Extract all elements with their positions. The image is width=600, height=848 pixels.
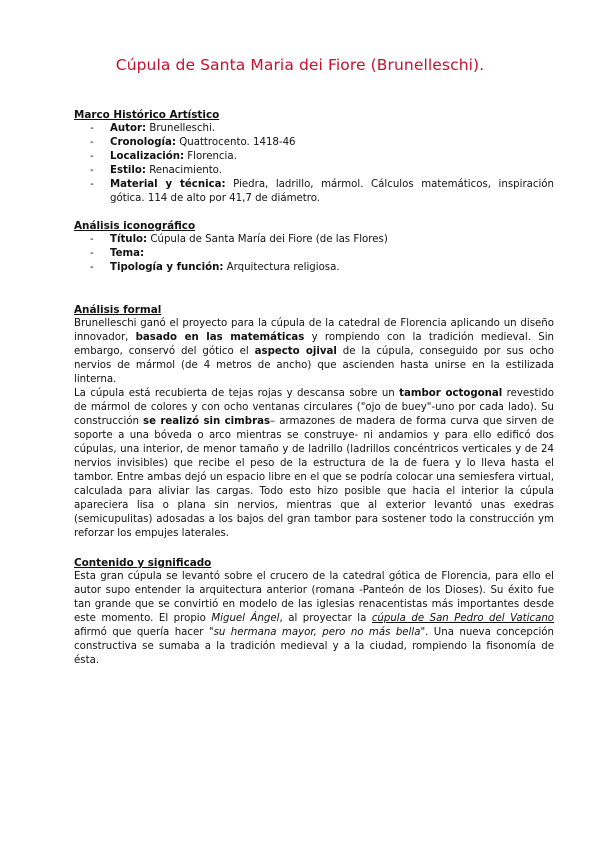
text-run-italic: Miguel Ángel [211,613,280,624]
list-item: - Tipología y función: Arquitectura religiosa. [90,262,340,273]
item-value: Renacimiento. [145,165,222,176]
item-value: Arquitectura religiosa. [223,262,340,273]
text-run-bold: basado en las matemáticas [135,332,305,343]
section-iconografico [74,219,554,275]
item-value: Cúpula de Santa María dei Fiore (de las Flores) [147,234,388,245]
section-heading-iconografico: Análisis iconográfico [74,220,196,232]
item-label: Cronología: [110,137,176,148]
item-label: Localización: [110,151,185,162]
item-value: Piedra, ladrillo, mármol. Cálculos matemáticos, inspiración gótica. 114 de alto por 41,7 de diámetro. [110,179,554,204]
section-contenido [74,556,554,668]
paragraph [74,317,554,387]
marco-list [74,122,554,206]
text-run-italic: su hermana mayor, pero no más bella [213,627,421,638]
list-item: - Localización: Florencia. [90,151,237,162]
paragraph [74,570,554,668]
text-run: afirmó que quería hacer " [74,627,214,638]
list-item: - Estilo: Renacimiento. [90,165,222,176]
item-label: Autor: [110,123,147,134]
paragraph [74,387,554,541]
item-label: Material y técnica: [110,179,226,190]
item-label: Tipología y función: [110,262,224,273]
item-label: Estilo: [110,165,146,176]
section-heading-marco: Marco Histórico Artístico [74,109,220,121]
text-run-bold: tambor octogonal [399,388,503,399]
section-marco [74,108,554,206]
item-label: Título: [110,234,148,245]
item-value: Quattrocento. 1418-46 [175,137,296,148]
item-value: Brunelleschi. [146,123,216,134]
text-run-italic-underline: cúpula de San Pedro del Vaticano [371,613,555,624]
text-run: Esta gran cúpula se levantó sobre el crucero de la catedral gótica de Florencia, para ello el autor supo entender la arquitectura anterior (romana -Panteón de los Dioses). Su éxito fue tan grande que se convirtió en modelo de las iglesias renacentistas más importantes desde este momento. El propio [74,571,554,624]
iconografico-list [74,233,554,275]
list-item: - Material y técnica: Piedra, ladrillo, mármol. Cálculos matemáticos, inspiración gótica. 114 de alto por 41,7 de diámetro. [90,179,554,204]
text-run-bold: aspecto ojival [254,346,337,357]
text-run: – armazones de madera de forma curva que sirven de soporte a una bóveda o arco mientras se construye- ni andamios y para ello edificó dos cúpulas, una interior, de menor tamaño y de ladrillo (ladrillos concéntricos verticales y de 24 nervios invisibles) que recibe el peso de la estructura de la de fuera y lo lleva hasta el tambor. Entre ambas dejó un espacio libre en el que se podría colocar una semiesfera virtual, calculada para aliviar las cargas. Todo esto hizo posible que hacia el interior la cúpula apareciera lisa o plana sin nervios, mientras que al exterior levantó unas exedras (semicupulitas) adosadas a los bajos del gran tambor para sostener todo la construcción ym reforzar los empujes laterales. [74,416,555,539]
section-formal [74,303,554,541]
page-title: Cúpula de Santa Maria dei Fiore (Brunelleschi). [115,56,485,74]
text-run-bold: se realizó sin cimbras [143,416,271,427]
list-item: - Autor: Brunelleschi. [90,123,216,134]
text-run: La cúpula está recubierta de tejas rojas y descansa sobre un [74,388,400,399]
section-heading-contenido: Contenido y significado [74,557,212,569]
item-value: Florencia. [184,151,237,162]
text-run: revestido de mármol de colores y con ocho ventanas circulares ("ojo de buey"-uno por cada lado). Su construcción [74,388,554,427]
list-item: - Cronología: Quattrocento. 1418-46 [90,137,296,148]
section-heading-formal: Análisis formal [74,304,162,316]
list-item: - Título: Cúpula de Santa María dei Fiore (de las Flores) [90,234,388,245]
text-run: Brunelleschi ganó el proyecto para la cúpula de la catedral de Florencia aplicando un diseño innovador, [74,318,554,343]
text-run: y rompiendo con la tradición medieval. Sin embargo, conservó del gótico el [74,332,554,357]
item-label: Tema: [110,248,145,259]
text-run: ". Una nueva concepción constructiva se sumaba a la tradición medieval y a la ciudad, rompiendo la fisonomía de ésta. [74,627,554,666]
text-run: de la cúpula, conseguido por sus ocho nervios de mármol (de 4 metros de ancho) que ascienden hasta unirse en la estilizada linterna. [74,346,554,385]
text-run: , al proyectar la [279,613,372,624]
list-item: - Tema: [90,248,145,259]
